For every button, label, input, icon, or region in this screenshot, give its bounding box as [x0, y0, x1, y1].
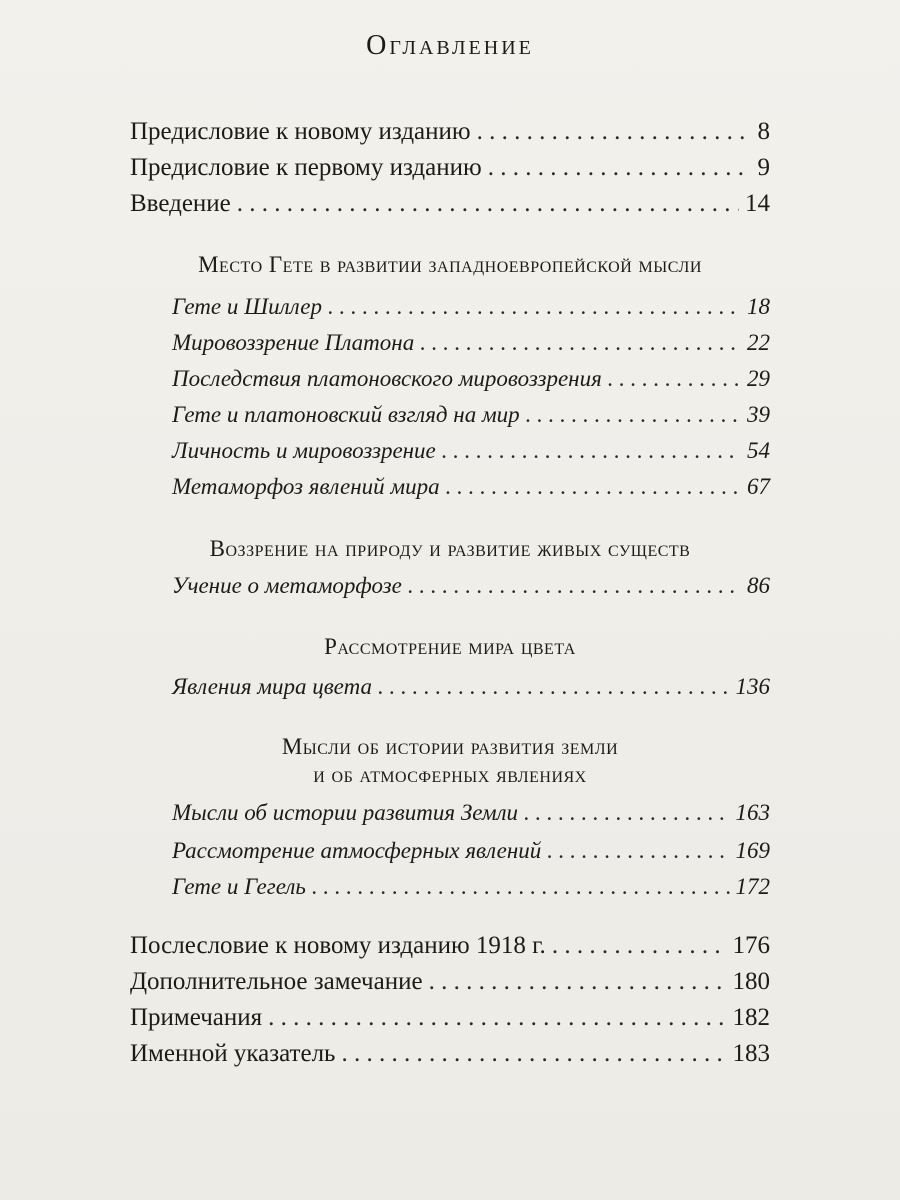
toc-entry-label: Введение: [130, 190, 231, 217]
toc-entry-page: 9: [757, 154, 770, 181]
toc-subentry: [172, 838, 770, 864]
leader-dots: [341, 1040, 726, 1068]
toc-entry-page: 54: [747, 438, 770, 463]
toc-entry-page: 86: [747, 573, 770, 598]
section-heading: Мысли об истории развития земли: [281, 734, 619, 759]
toc-entry-label: Личность и мировоззрение: [172, 438, 436, 463]
leader-dots: [420, 330, 741, 356]
toc-subentry: [172, 573, 770, 599]
toc-entry-page: 39: [747, 402, 770, 427]
toc-entry: [130, 932, 770, 960]
toc-entry-page: 136: [735, 674, 770, 699]
leader-dots: [408, 573, 741, 599]
toc-entry-page: 8: [757, 118, 770, 145]
toc-subentry: [172, 674, 770, 700]
toc-subentry: [172, 874, 770, 900]
toc-entry-label: Гете и платоновский взгляд на мир: [172, 402, 520, 427]
leader-dots: [442, 438, 741, 464]
toc-entry-page: 163: [735, 800, 770, 825]
toc-entry-page: 172: [735, 874, 770, 899]
toc-entry-label: Предисловие к новому изданию: [130, 118, 471, 145]
toc-entry-label: Именной указатель: [130, 1040, 336, 1067]
toc-subentry: [172, 800, 770, 826]
leader-dots: [526, 402, 741, 428]
leader-dots: [312, 874, 730, 900]
toc-entry-page: 176: [732, 932, 770, 959]
toc-subentry: [172, 294, 770, 320]
leader-dots: [429, 968, 727, 996]
toc-entry-label: Мысли об истории развития Земли: [172, 800, 519, 825]
leader-dots: [608, 366, 741, 392]
toc-entry-label: Учение о метаморфозе: [172, 573, 402, 598]
leader-dots: [446, 474, 741, 500]
leader-dots: [477, 118, 752, 146]
toc-entry-label: Гете и Гегель: [172, 874, 306, 899]
toc-subentry: [172, 330, 770, 356]
leader-dots: [237, 190, 739, 218]
leader-dots: [547, 838, 729, 864]
toc-entry: [130, 968, 770, 996]
leader-dots: [524, 800, 729, 826]
toc-entry-page: 18: [747, 294, 770, 319]
toc-subentry: [172, 474, 770, 500]
toc-entry-label: Явления мира цвета: [172, 674, 372, 699]
toc-entry-page: 183: [732, 1040, 770, 1067]
section-heading: Место Гете в развитии западноевропейской мысли: [198, 252, 702, 277]
toc-entry-label: Послесловие к новому изданию 1918 г.: [130, 932, 546, 959]
leader-dots: [378, 674, 730, 700]
toc-entry-label: Гете и Шиллер: [172, 294, 322, 319]
toc-entry-page: 29: [747, 366, 770, 391]
section-heading: и об атмосферных явлениях: [313, 762, 587, 787]
leader-dots: [268, 1004, 726, 1032]
toc-entry-label: Примечания: [130, 1004, 263, 1031]
toc-entry-label: Дополнительное замечание: [130, 968, 423, 995]
toc-entry-page: 180: [732, 968, 770, 995]
leader-dots: [488, 154, 752, 182]
page-title: Оглавление: [366, 30, 534, 61]
leader-dots: [552, 932, 727, 960]
toc-entry-page: 14: [745, 190, 770, 217]
toc-entry: [130, 154, 770, 182]
toc-entry-label: Метаморфоз явлений мира: [172, 474, 440, 499]
toc-entry: [130, 118, 770, 146]
toc-entry: [130, 1004, 770, 1032]
leader-dots: [328, 294, 741, 320]
toc-subentry: [172, 402, 770, 428]
toc-subentry: [172, 438, 770, 464]
toc-entry-label: Последствия платоновского мировоззрения: [172, 366, 602, 391]
toc-entry-page: 67: [747, 474, 770, 499]
toc-entry: [130, 190, 770, 218]
toc-entry-label: Предисловие к первому изданию: [130, 154, 482, 181]
toc-subentry: [172, 366, 770, 392]
toc-entry: [130, 1040, 770, 1068]
toc-entry-label: Рассмотрение атмосферных явлений: [172, 838, 542, 863]
section-heading: Рассмотрение мира цвета: [324, 634, 576, 659]
toc-entry-page: 182: [732, 1004, 770, 1031]
toc-entry-label: Мировоззрение Платона: [172, 330, 415, 355]
toc-entry-page: 22: [747, 330, 770, 355]
section-heading: Воззрение на природу и развитие живых существ: [209, 536, 691, 561]
toc-entry-page: 169: [735, 838, 770, 863]
